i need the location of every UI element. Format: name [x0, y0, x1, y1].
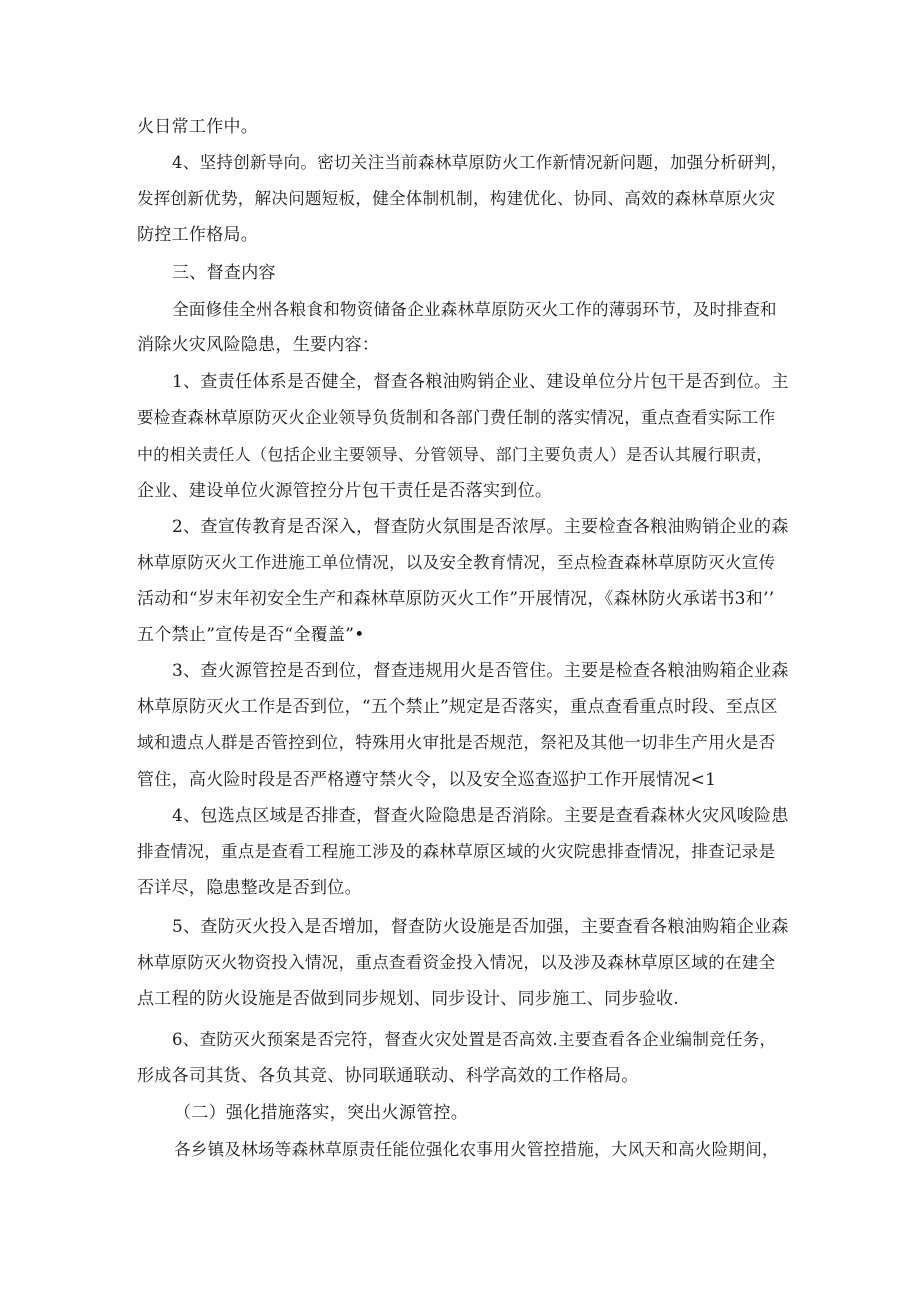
- text-line: 1、查责任体系是否健全，督查各粮油购销企业、建设单位分片包干是否到位。主: [172, 372, 789, 392]
- text-line: 4、包选点区域是否排查，督查火险隐患是否消除。主要是查看森林火灾风唆险患: [172, 806, 789, 826]
- text-line: 防控工作格局。: [137, 225, 259, 245]
- subsection-heading: （二）强化措施落实，突出火源管控。: [174, 1103, 469, 1123]
- text-line: 排查情况，重点是查看工程施工涉及的森林草原区域的火灾院患排查情况，排查记录是: [137, 842, 776, 861]
- text-line: 活动和“岁末年初安全生产和森林草原防灭火工作”开展情况，《森林防火承诺书3和’’: [137, 589, 775, 609]
- section-heading: 三、督查内容: [172, 263, 276, 283]
- text-line: 消除火灾风险隐患，生要内容：: [137, 335, 380, 355]
- text-line: 林草原防灭火物资投入情况，重点查看资金投入情况，以及涉及森林草原区域的在建全: [137, 953, 776, 972]
- text-line: 各乡镇及林场等森林草原责任能位强化农事用火管控措施，大风天和高火险期间，: [174, 1140, 779, 1159]
- text-line: 管住，高火险时段是否严格遵守禁火令，以及安全巡查巡护工作开展情况<1: [137, 770, 717, 790]
- text-line: 否详尽，隐患整改是否到位。: [137, 878, 362, 898]
- text-line: 2、查宣传教育是否深入，督查防火氛围是否浓厚。主要检查各粮油购销企业的森: [172, 517, 789, 537]
- text-line: 中的相关责任人（包括企业主要领导、分管领导、部门主要负责人）是否认其履行职责，: [137, 445, 773, 464]
- text-line: 企业、建设单位火源管控分片包干责任是否落实到位。: [137, 481, 553, 501]
- text-line: 5、查防灭火投入是否增加，督查防火设施是否加强，主要查看各粮油购箱企业森: [172, 917, 789, 937]
- text-line: 火日常工作中。: [137, 117, 259, 137]
- text-line: 全面修佳全州各粮食和物资储备企业森林草原防灭火工作的薄弱环节，及时排查和: [172, 300, 777, 319]
- text-line: 五个禁止”宣传是否“全覆盖”•: [137, 625, 365, 645]
- text-line: 林草原防灭火工作是否到位，“五个禁止”规定是否落实，重点查看重点时段、至点区: [137, 697, 778, 717]
- text-line: 4、坚持创新导向。密切关注当前森林草原防火工作新情况新问题，加强分析研判，: [172, 153, 788, 172]
- text-line: 林草原防灭火工作进施工单位情况，以及安全教育情况，至点检査森林草原防灭火宣传: [137, 553, 776, 572]
- text-line: 发挥创新优势，解决问题短板，健全体制机制，构建优化、协同、高效的森林草原火灾: [137, 189, 776, 208]
- text-line: 点工程的防火设施是否做到同步规划、同步设计、同步施工、同步验收.: [137, 989, 680, 1009]
- text-line: 3、查火源管控是否到位，督查违规用火是否管住。主要是检查各粮油购箱企业森: [172, 661, 789, 681]
- text-line: 形成各司其货、各负其竞、协同联通联动、科学高效的工作格局。: [137, 1066, 639, 1086]
- text-line: 6、查防灭火预案是否完符，督查火灾处置是否高效.主要查看各企业编制竞任务，: [172, 1030, 777, 1049]
- text-line: 要检查森林草原防灭火企业领导负货制和各部门费任制的落实情况，重点查看实际工作: [137, 408, 776, 427]
- text-line: 域和遗点人群是否管控到位，特殊用火审批是否规范，祭祀及其他一切非生产用火是否: [137, 733, 776, 752]
